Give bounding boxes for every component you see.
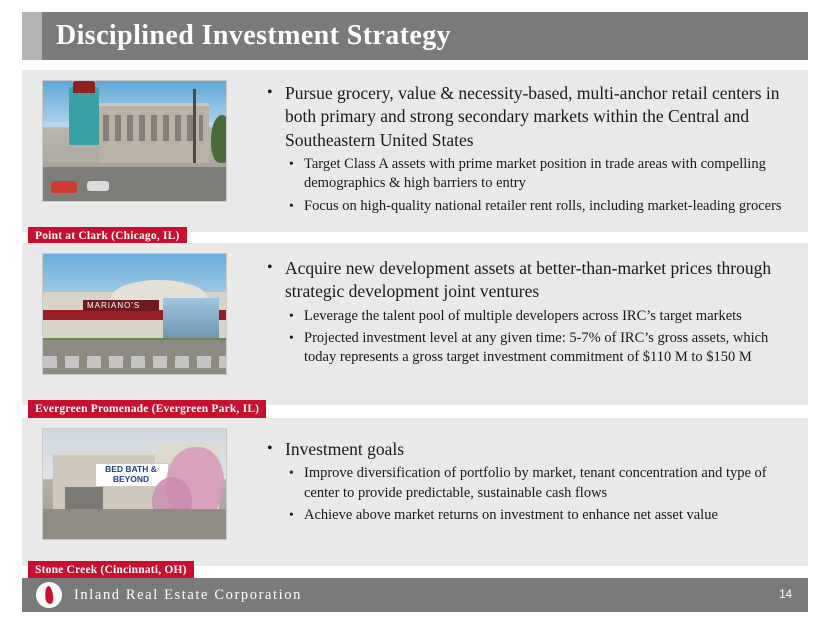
car-white bbox=[87, 181, 109, 191]
tower-cap bbox=[73, 81, 95, 93]
bullet-item bbox=[267, 329, 790, 367]
bullet-marker: • bbox=[289, 197, 294, 213]
point-at-clark-photo bbox=[42, 80, 227, 202]
bullet-marker: • bbox=[289, 307, 294, 323]
bullet-text: Target Class A assets with prime market position in trade areas with compelling demographics & high barriers to entry bbox=[304, 156, 766, 192]
tower-shape bbox=[69, 87, 99, 145]
page-number: 14 bbox=[779, 589, 792, 601]
store-entrance bbox=[65, 487, 103, 509]
content-block-1 bbox=[22, 70, 808, 242]
bullet-item bbox=[267, 464, 790, 502]
bullet-list-3 bbox=[227, 418, 808, 566]
bullet-text: Focus on high-quality national retailer rent rolls, including market-leading grocers bbox=[304, 197, 782, 214]
photo-caption-2: Evergreen Promenade (Evergreen Park, IL) bbox=[28, 400, 266, 419]
footer-company-name: Inland Real Estate Corporation bbox=[74, 586, 302, 603]
bullet-item bbox=[267, 506, 790, 525]
building-windows bbox=[103, 115, 203, 141]
bullet-marker: • bbox=[267, 440, 273, 457]
page-title: Disciplined Investment Strategy bbox=[56, 20, 452, 51]
photo-wrap-1 bbox=[35, 80, 227, 242]
bullet-item bbox=[267, 257, 790, 304]
bullet-marker: • bbox=[267, 259, 273, 276]
title-accent-block bbox=[22, 12, 42, 60]
bullet-list-1 bbox=[227, 70, 808, 232]
bullet-item bbox=[267, 307, 790, 326]
car-red bbox=[51, 181, 77, 193]
bullet-item bbox=[267, 197, 790, 216]
bullet-marker: • bbox=[289, 330, 294, 345]
evergreen-promenade-photo bbox=[42, 253, 227, 375]
bullet-marker: • bbox=[289, 465, 294, 481]
flame-icon bbox=[44, 586, 54, 605]
bullet-marker: • bbox=[289, 156, 294, 172]
bullet-text: Achieve above market returns on investment to enhance net asset value bbox=[304, 506, 718, 523]
bullet-text: Pursue grocery, value & necessity-based, multi-anchor retail centers in both primary and strong secondary markets within the Central and Southeastern United States bbox=[285, 83, 780, 150]
bullet-marker: • bbox=[267, 84, 273, 101]
bullet-text: Projected investment level at any given time: 5-7% of IRC’s gross assets, which today represents a gross target investment commitment of $110 M to $150 M bbox=[304, 330, 769, 366]
bullet-text: Acquire new development assets at better-than-market prices through strategic development joint ventures bbox=[285, 258, 772, 302]
parking-lot bbox=[43, 509, 226, 539]
retail-sign-line1: BED BATH & bbox=[105, 464, 157, 474]
slide-footer bbox=[22, 578, 808, 612]
slide-title-bar bbox=[22, 12, 808, 60]
photo-caption-1: Point at Clark (Chicago, IL) bbox=[28, 227, 187, 246]
content-block-3 bbox=[22, 418, 808, 576]
photo-caption-3: Stone Creek (Cincinnati, OH) bbox=[28, 561, 194, 580]
bullet-item bbox=[267, 82, 790, 152]
bullet-text: Investment goals bbox=[285, 439, 405, 459]
bullet-text: Leverage the talent pool of multiple developers across IRC’s target markets bbox=[304, 307, 742, 324]
bullet-marker: • bbox=[289, 506, 294, 522]
parked-cars bbox=[43, 356, 226, 368]
tree-shape bbox=[211, 115, 227, 163]
photo-wrap-2 bbox=[35, 253, 260, 415]
store-sign-text: MARIANO'S bbox=[87, 301, 141, 310]
stone-creek-photo bbox=[42, 428, 227, 540]
bullet-text: Improve diversification of portfolio by market, tenant concentration and type of center to provide predictable, sustainable cash flows bbox=[304, 465, 767, 501]
content-block-2 bbox=[22, 243, 808, 415]
photo-wrap-3 bbox=[35, 428, 227, 576]
retail-sign-line2: BEYOND bbox=[112, 474, 150, 484]
bullet-list-2 bbox=[227, 243, 808, 405]
bullet-item bbox=[267, 438, 790, 461]
company-logo-icon bbox=[36, 582, 62, 608]
glass-entry bbox=[163, 298, 219, 338]
bullet-item bbox=[267, 155, 790, 193]
